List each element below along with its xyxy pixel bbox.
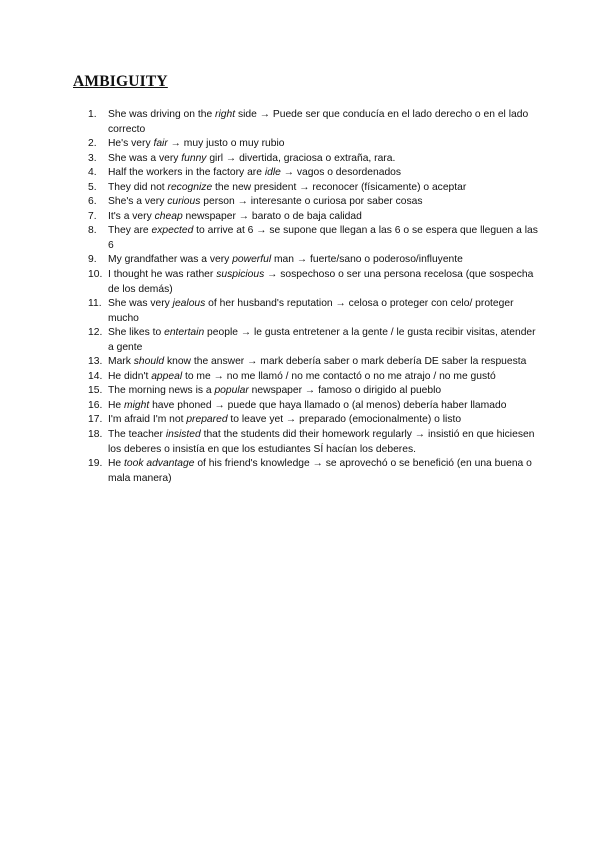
item-sentence-end: → vagos o desordenados (280, 167, 402, 179)
item-sentence-start: The teacher (108, 429, 166, 441)
item-keyword: popular (214, 385, 249, 397)
page-title: AMBIGUITY (73, 73, 168, 90)
ambiguity-list (88, 108, 540, 486)
item-sentence-start: My grandfather was a very (108, 254, 233, 266)
item-keyword: should (133, 356, 165, 368)
item-sentence-end: have phoned → puede que haya llamado o (al menos) debería haber llamado (149, 399, 507, 411)
list-item (88, 413, 540, 428)
item-sentence-end: people → le gusta entretener a la gente / le gusta recibir visitas, atender a gente (108, 327, 536, 353)
item-number: 14. (88, 370, 103, 382)
list-item (88, 457, 540, 486)
item-sentence-end: newspaper → famoso o dirigido al pueblo (248, 385, 442, 397)
item-number: 8. (88, 225, 97, 237)
item-sentence-end: person → interesante o curiosa por saber cosas (200, 196, 423, 208)
item-sentence-end: newspaper → barato o de baja calidad (182, 210, 362, 222)
list-item (88, 326, 540, 355)
list-item (88, 210, 540, 225)
item-keyword: cheap (154, 210, 183, 222)
item-sentence-end: know the answer → mark debería saber o mark debería DE saber la respuesta (164, 356, 527, 368)
item-keyword: took advantage (124, 458, 195, 470)
list-item (88, 181, 540, 196)
item-sentence-start: The morning news is a (108, 385, 215, 397)
list-item (88, 108, 540, 137)
item-sentence-start: They did not (108, 181, 168, 193)
item-sentence-end: girl → divertida, graciosa o extraña, rara. (206, 152, 396, 164)
item-keyword: suspicious (216, 269, 265, 281)
item-number: 4. (88, 167, 97, 179)
item-sentence-start: He (108, 399, 125, 411)
item-keyword: recognize (167, 181, 213, 193)
item-keyword: curious (167, 196, 201, 208)
item-number: 15. (88, 385, 103, 397)
item-sentence-start: He (108, 458, 125, 470)
item-keyword: fair (153, 138, 168, 150)
item-sentence-start: Mark (108, 356, 134, 368)
item-number: 18. (88, 429, 103, 441)
item-sentence-end: the new president → reconocer (físicamente) o aceptar (212, 181, 467, 193)
item-sentence-end: → muy justo o muy rubio (167, 138, 285, 150)
item-number: 1. (88, 109, 97, 120)
item-number: 5. (88, 181, 97, 193)
item-sentence-end: of his friend's knowledge → se aprovechó o se benefició (en una buena o mala manera) (108, 458, 532, 484)
list-item (88, 253, 540, 268)
item-keyword: expected (151, 225, 194, 237)
item-sentence-end: of her husband's reputation → celosa o proteger con celo/ proteger mucho (108, 298, 514, 324)
list-item (88, 152, 540, 167)
list-item (88, 297, 540, 326)
item-number: 19. (88, 458, 103, 470)
item-keyword: entertain (164, 327, 205, 339)
item-keyword: right (215, 109, 236, 120)
item-sentence-end: to leave yet → preparado (emocionalmente) o listo (227, 414, 462, 426)
list-item (88, 166, 540, 181)
item-keyword: powerful (232, 254, 272, 266)
item-sentence-start: She's a very (108, 196, 168, 208)
item-sentence-start: She likes to (108, 327, 165, 339)
item-number: 17. (88, 414, 103, 426)
item-keyword: idle (264, 167, 281, 179)
list-item (88, 137, 540, 152)
item-number: 7. (88, 210, 97, 222)
item-number: 2. (88, 138, 97, 150)
item-number: 3. (88, 152, 97, 164)
item-sentence-start: He didn't (108, 370, 152, 382)
item-sentence-end: man → fuerte/sano o poderoso/influyente (271, 254, 463, 266)
item-number: 12. (88, 327, 103, 339)
item-sentence-start: They are (108, 225, 152, 237)
item-keyword: might (124, 399, 150, 411)
item-keyword: funny (181, 152, 207, 164)
item-sentence-end: to me → no me llamó / no me contactó o no me atrajo / no me gustó (182, 370, 496, 382)
item-sentence-end: side → Puede ser que conducía en el lado derecho o en el lado correcto (108, 109, 529, 135)
item-keyword: jealous (172, 298, 206, 310)
item-sentence-end: that the students did their homework regularly → insistió en que hiciesen los deberes o insistía en que los estudiantes SÍ hacían los deberes. (108, 429, 535, 455)
item-sentence-start: Half the workers in the factory are (108, 167, 265, 179)
item-sentence-start: I'm afraid I'm not (108, 414, 187, 426)
item-sentence-start: I thought he was rather (108, 269, 217, 281)
list-item (88, 370, 540, 385)
item-number: 13. (88, 356, 103, 368)
item-number: 11. (88, 298, 102, 310)
list-item (88, 224, 540, 253)
item-sentence-end: → sospechoso o ser una persona recelosa (que sospecha de los demás) (108, 269, 534, 295)
item-keyword: prepared (186, 414, 228, 426)
item-keyword: appeal (151, 370, 183, 382)
item-sentence-start: She was a very (108, 152, 182, 164)
item-number: 6. (88, 196, 97, 208)
item-keyword: insisted (165, 429, 201, 441)
item-sentence-start: It's a very (108, 210, 155, 222)
list-item (88, 399, 540, 414)
list-item (88, 355, 540, 370)
item-sentence-start: He's very (108, 138, 154, 150)
item-number: 9. (88, 254, 97, 266)
list-item (88, 268, 540, 297)
item-sentence-start: She was driving on the (108, 109, 216, 120)
list-item (88, 384, 540, 399)
item-number: 10. (88, 269, 103, 281)
list-item (88, 428, 540, 457)
item-sentence-start: She was very (108, 298, 173, 310)
list-item (88, 195, 540, 210)
item-sentence-end: to arrive at 6 → se supone que llegan a las 6 o se espera que lleguen a las 6 (108, 225, 538, 251)
item-number: 16. (88, 399, 103, 411)
